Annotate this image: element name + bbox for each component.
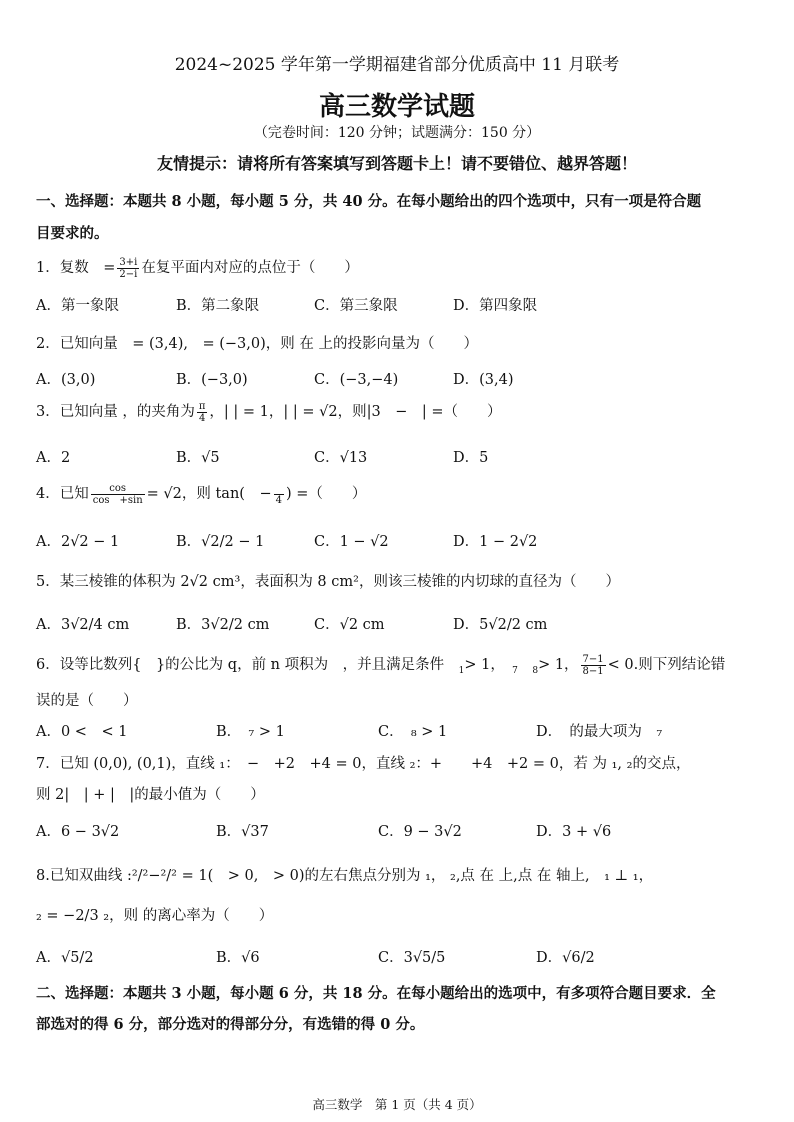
question-5: 5．某三棱锥的体积为 2√2 cm³，表面积为 8 cm²，则该三棱锥的内切球的直径为（ ） (36, 574, 620, 590)
q6-frac-num: 7−1 (582, 653, 604, 665)
q6-option-a: A．0 < < 1 (36, 724, 128, 740)
exam-info: （完卷时间：120 分钟；试题满分：150 分） (253, 125, 541, 141)
q3-angle-den: 4 (198, 412, 206, 424)
section1-line1: 一、选择题：本题共 8 小题，每小题 5 分，共 40 分。在每小题给出的四个选项中，只有一项是符合题 (36, 193, 702, 210)
q1-frac-num: 3+i (119, 256, 138, 268)
q6-mid2: > 1， (538, 657, 579, 673)
question-2: 2．已知向量 = (3,4), = (−3,0)，则 在 上的投影向量为（ ） (36, 336, 478, 352)
q3-option-d: D．5 (453, 450, 489, 466)
q4-option-a: A．2√2 − 1 (36, 534, 120, 550)
q3-angle-fraction (197, 401, 208, 424)
q4-option-c: C．1 − √2 (314, 534, 389, 550)
section2-line2: 部选对的得 6 分，部分选对的得部分分，有选错的得 0 分。 (36, 1016, 425, 1033)
question-7: 7．已知 (0,0), (0,1)，直线 ₁： − +2 +4 = 0，直线 ₂：+ +4 +2 = 0，若 为 ₁, ₂的交点， (36, 756, 691, 772)
q6-sub1: 1 (458, 665, 465, 676)
q5-option-d: D．5√2/2 cm (453, 617, 548, 633)
q1-frac-den: 2−i (119, 268, 138, 280)
q4-pi-den: 4 (275, 494, 282, 506)
q1-pre: 1．复数 = (36, 260, 116, 276)
q6-option-d: D． 的最大项为 ₇ (536, 724, 663, 740)
section2-line1: 二、选择题：本题共 3 小题，每小题 6 分，共 18 分。在每小题给出的选项中，有多项符合题目要求．全 (36, 985, 716, 1002)
q6-line1-post: < 0.则下列结论错 (607, 657, 726, 673)
q6-line1-pre: 6．设等比数列{ }的公比为 q，前 n 项积为 ，并且满足条件 (36, 657, 459, 673)
question-6 (36, 653, 725, 677)
question-3 (36, 400, 502, 424)
q4-frac-den: cos +sin (92, 494, 143, 506)
q4-pi-fraction (274, 483, 284, 506)
q8-option-d: D．√6/2 (536, 950, 595, 966)
question-7-line2: 则 2| | + | |的最小值为（ ） (36, 787, 265, 803)
q4-option-b: B．√2/2 − 1 (176, 534, 265, 550)
q3-pre: 3．已知向量 ，的夹角为 (36, 404, 195, 420)
q3-mid: ，| | = 1，| | = √2，则|3 − | =（ ） (209, 404, 502, 420)
q7-option-d: D．3 + √6 (536, 824, 612, 840)
q1-option-b: B．第二象限 (176, 298, 260, 314)
q4-pre: 4．已知 (36, 486, 89, 502)
q2-option-a: A．(3,0) (36, 372, 96, 388)
q6-mid1: > 1， (464, 657, 498, 673)
section1-line2: 目要求的。 (36, 225, 109, 242)
q1-option-c: C．第三象限 (314, 298, 398, 314)
q5-option-c: C．√2 cm (314, 617, 385, 633)
q8-option-c: C．3√5/5 (378, 950, 446, 966)
q2-option-b: B．(−3,0) (176, 372, 248, 388)
q3-option-c: C．√13 (314, 450, 368, 466)
page-title: 高三数学试题 (318, 92, 475, 122)
q4-pi-num (274, 483, 284, 495)
q7-option-c: C．9 − 3√2 (378, 824, 462, 840)
q4-end: ) =（ ） (285, 486, 367, 502)
q5-option-b: B．3√2/2 cm (176, 617, 270, 633)
q6-frac-den: 8−1 (582, 665, 604, 677)
question-4 (36, 482, 366, 506)
question-8-line2: ₂ = −2/3 ₂，则 的离心率为（ ） (36, 908, 274, 924)
question-6-line2: 误的是（ ） (36, 693, 138, 709)
q6-option-b: B． ₇ > 1 (216, 724, 285, 740)
q8-option-a: A．√5/2 (36, 950, 94, 966)
q7-option-a: A．6 − 3√2 (36, 824, 120, 840)
q6-sub8: 8 (532, 665, 539, 676)
q1-post: 在复平面内对应的点位于（ ） (141, 260, 359, 276)
q8-option-b: B．√6 (216, 950, 260, 966)
q1-option-d: D．第四象限 (453, 298, 538, 314)
q1-option-a: A．第一象限 (36, 298, 119, 314)
q6-option-c: C． ₈ > 1 (378, 724, 448, 740)
q7-option-b: B．√37 (216, 824, 269, 840)
q4-post: = √2，则 tan( − (146, 486, 272, 502)
q4-fraction (91, 483, 145, 506)
q5-option-a: A．3√2/4 cm (36, 617, 130, 633)
q2-option-d: D．(3,4) (453, 372, 514, 388)
q2-option-c: C．(−3,−4) (314, 372, 399, 388)
q3-option-b: B．√5 (176, 450, 220, 466)
page-footer: 高三数学 第 1 页（共 4 页） (312, 1097, 482, 1112)
q1-fraction (117, 257, 139, 280)
q6-sub7: 7 (512, 665, 518, 676)
question-1 (36, 256, 359, 280)
q3-option-a: A．2 (36, 450, 71, 466)
q6-fraction (581, 654, 606, 677)
exam-header: 2024~2025 学年第一学期福建省部分优质高中 11 月联考 (174, 55, 620, 75)
q4-frac-num: cos (91, 483, 145, 495)
q4-option-d: D．1 − 2√2 (453, 534, 538, 550)
question-8: 8.已知双曲线 :²/²−²/² = 1( > 0, > 0)的左右焦点分别为 ₁， ₂,点 在 上,点 在 轴上, ₁ ⊥ ₁， (36, 868, 654, 884)
q3-angle-num: π (198, 400, 206, 412)
notice: 友情提示：请将所有答案填写到答题卡上！请不要错位、越界答题！ (156, 154, 637, 173)
